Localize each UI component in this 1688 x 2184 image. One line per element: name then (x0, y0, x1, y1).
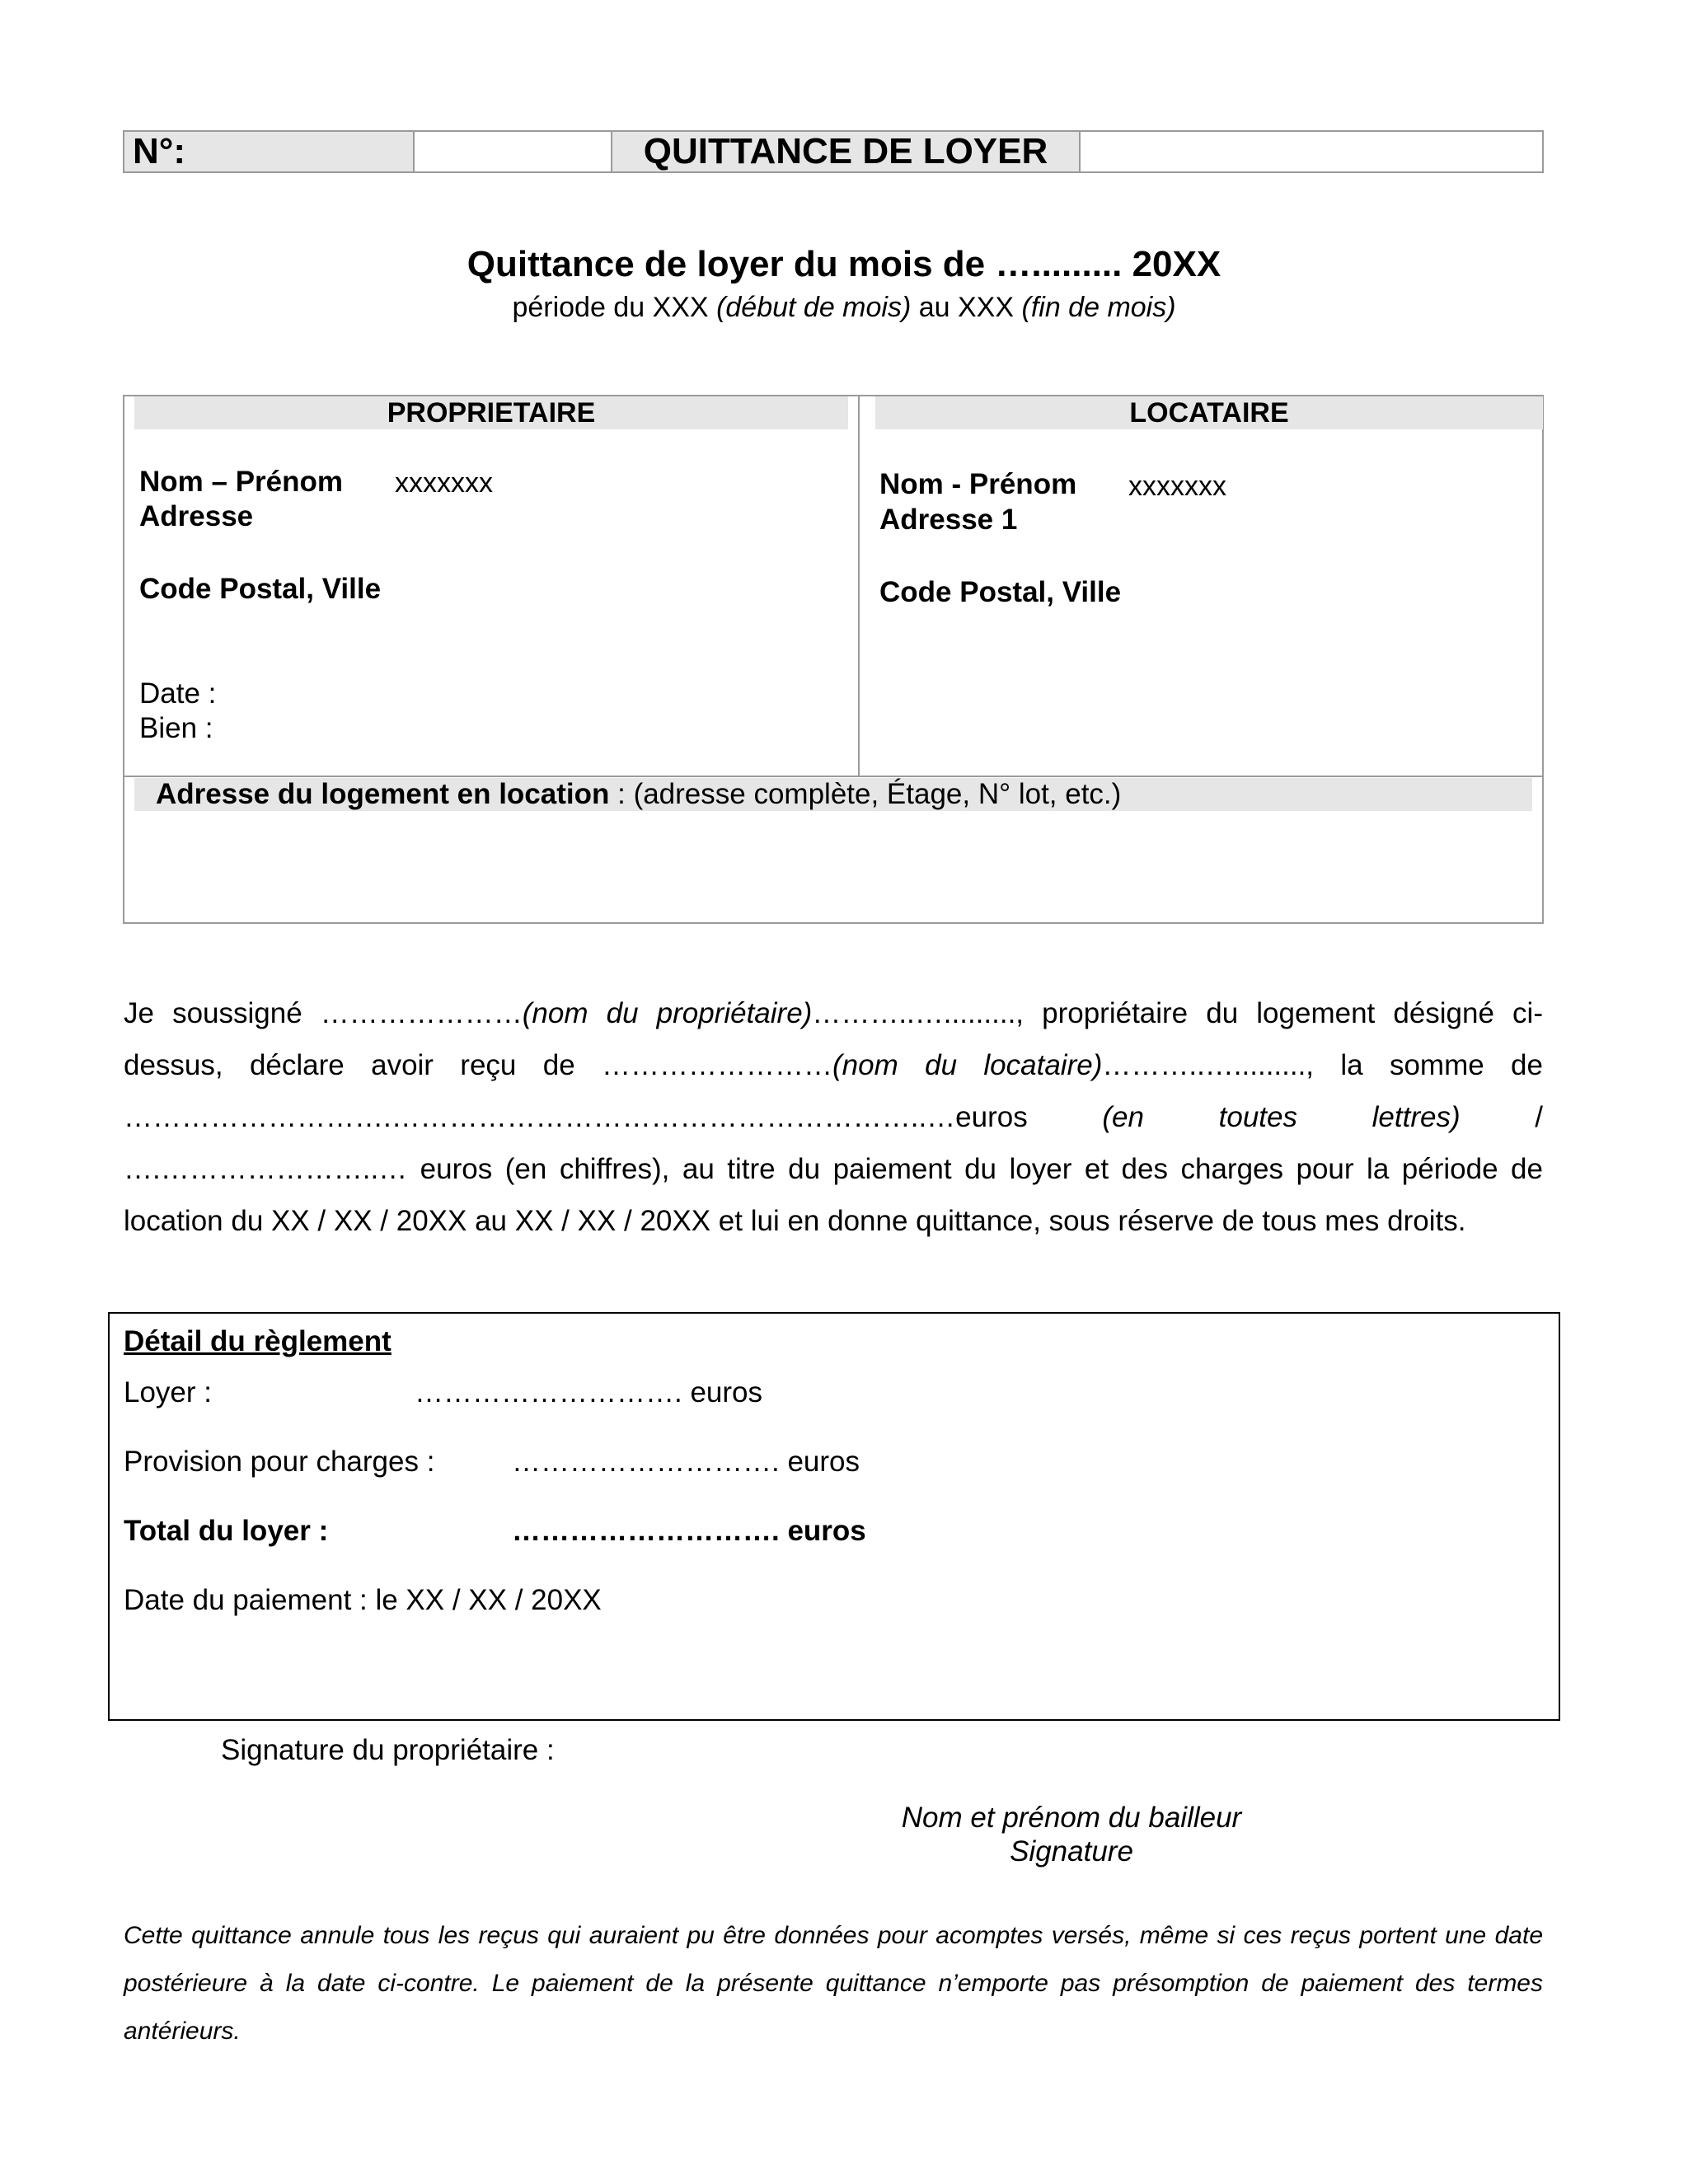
declaration-text-2: ………..…........., propriétaire du logement désigné ci-dessus, déclare avoir reçu de …………………… (124, 997, 1543, 1081)
footer-note: Cette quittance annule tous les reçus qui auraient pu être données pour acomptes versés, même si ces reçus portent une date postérieure à la date ci-contre. Le paiement de la présente quittance n’emporte pas présomption de paiement des termes antérieurs. (124, 1922, 1543, 2045)
owner-date-label: Date : (139, 677, 217, 710)
document-title: QUITTANCE DE LOYER (612, 132, 1081, 171)
owner-name-value: xxxxxxx (395, 467, 493, 499)
landlord-name-line: Nom et prénom du bailleur (901, 1802, 1242, 1834)
tenant-address-label: Adresse 1 (879, 504, 1018, 536)
payment-detail-title: Détail du règlement (124, 1325, 392, 1357)
rental-address-hint: : (adresse complète, Étage, N° lot, etc.) (609, 778, 1122, 810)
total-value: ………………………. euros (512, 1515, 866, 1547)
signature-line: Signature (1010, 1835, 1133, 1868)
receipt-number-field[interactable] (415, 132, 612, 171)
header-extra-field[interactable] (1081, 132, 1542, 171)
rent-value: ………………………. euros (415, 1376, 762, 1408)
header-bar (123, 130, 1544, 173)
declaration-text-1: Je soussigné ………………… (124, 997, 523, 1029)
owner-city-label: Code Postal, Ville (139, 573, 382, 605)
charges-label: Provision pour charges : (124, 1446, 435, 1478)
amount-in-words-hint: (en toutes lettres) (1102, 1101, 1461, 1133)
payment-date-label: Date du paiement : le XX / XX / 20XX (124, 1584, 602, 1616)
declaration-paragraph (124, 987, 1543, 1247)
period-line (0, 292, 1688, 324)
owner-name-hint: (nom du propriétaire) (522, 997, 813, 1029)
declaration-text-4: / ….…………………..… euros (en chiffres), au titre du paiement du loyer et des charges pour la période de location du XX / XX / 20XX au XX / XX / 20XX et lui en donne quittance, sous réserve de tous mes droits. (124, 1101, 1543, 1237)
total-label: Total du loyer : (124, 1515, 329, 1547)
rent-label: Loyer : (124, 1376, 212, 1408)
signature-label: Signature du propriétaire : (221, 1734, 555, 1766)
owner-section-title: PROPRIETAIRE (134, 396, 848, 429)
tenant-name-value: xxxxxxx (1128, 471, 1226, 502)
period-end-hint: (fin de mois) (1021, 292, 1176, 323)
declaration-text-3: ………..…........., la somme de ……………………….………………………………………………..…euros (124, 1049, 1543, 1133)
charges-value: ………………………. euros (512, 1446, 860, 1478)
tenant-name-hint: (nom du locataire) (832, 1049, 1103, 1081)
tenant-city-label: Code Postal, Ville (879, 576, 1122, 608)
receipt-number-label: N°: (124, 132, 415, 171)
owner-name-label: Nom – Prénom (139, 466, 343, 498)
owner-property-label: Bien : (139, 712, 213, 744)
tenant-section-title: LOCATAIRE (875, 396, 1543, 429)
owner-address-label: Adresse (139, 500, 254, 532)
rental-address-bar (134, 778, 1532, 811)
period-mid: au XXX (911, 292, 1022, 323)
parties-row-divider (123, 776, 1544, 777)
parties-column-divider (858, 395, 860, 776)
receipt-heading: Quittance de loyer du mois de …......... 20XX (467, 244, 1221, 284)
rental-address-label: Adresse du logement en location (156, 778, 610, 810)
tenant-name-label: Nom - Prénom (879, 468, 1077, 500)
period-start-hint: (début de mois) (716, 292, 912, 323)
period-prefix: période du XXX (512, 292, 717, 323)
